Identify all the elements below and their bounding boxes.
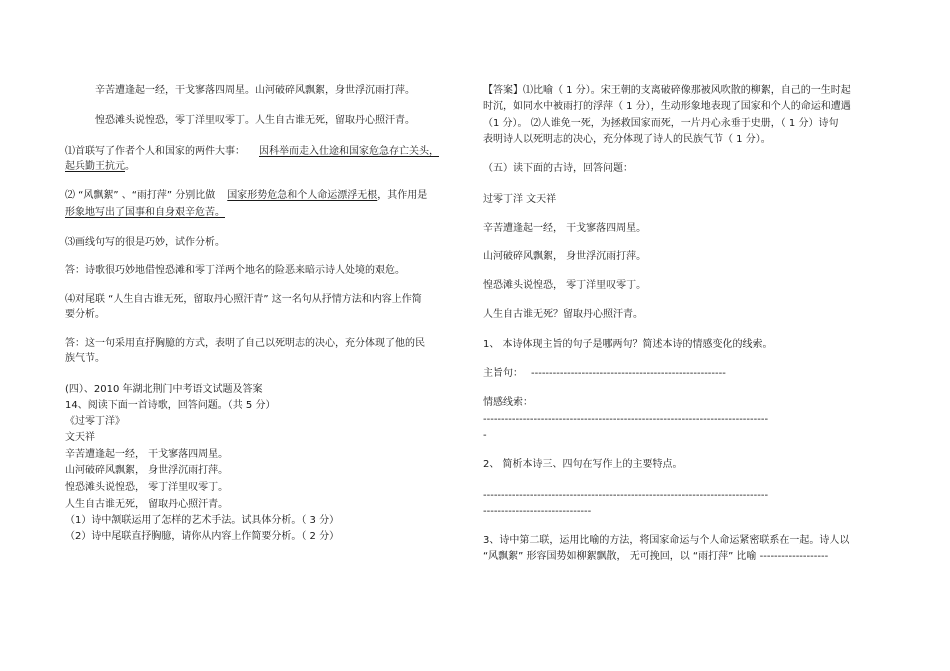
answer-underline: 起兵勤王抗元: [65, 161, 125, 172]
poem-title-author: 过零丁洋 文天祥: [483, 194, 557, 205]
question-1: 1、 本诗体现主旨的句子是哪两句？简述本诗的情感变化的线索。: [483, 339, 773, 350]
poem-line: 山河破碎风飘絮， 身世浮沉雨打萍。: [65, 465, 229, 476]
question-text: ⑵ “风飘絮” 、“雨打萍” 分别比做: [65, 190, 216, 201]
question-text: ⑴首联写了作者个人和国家的两件大事：: [65, 146, 245, 157]
question-4: ⑷对尾联 “人生自古谁无死，留取丹心照汗青” 这一名句从抒情方法和内容上作简: [65, 294, 422, 305]
answer-line: 时沉，如同水中被雨打的浮萍（ 1 分），生动形象地表现了国家和个人的命运和遭遇: [483, 101, 851, 112]
poem-line: 人生自古谁无死？留取丹心照汗青。: [483, 309, 643, 320]
poem-line: 惶恐滩头说惶恐， 零丁洋里叹零丁。: [483, 280, 647, 291]
question-2-cont: [65, 206, 225, 220]
answer-blank: -------------------------------------------------------------------------------: [483, 490, 769, 501]
poem-line: 山河破碎风飘絮， 身世浮沉雨打萍。: [483, 251, 647, 262]
answer-blank: -: [483, 430, 487, 441]
question-14: 14、阅读下面一首诗歌，回答问题。（共 5 分）: [65, 400, 276, 411]
question-3: 3、诗中第二联，运用比喻的方法，将国家命运与个人命运紧密联系在一起。诗人以: [483, 535, 850, 546]
question-2: 2、 简析本诗三、四句在写作上的主要特点。: [483, 459, 683, 470]
poem-title: 《过零丁洋》: [65, 416, 125, 427]
answer-underline: 形象地写出了国事和自身艰辛危苦。: [65, 207, 225, 218]
answer-underline: 国家形势危急和个人命运漂浮无根: [227, 190, 378, 201]
poem-line: 人生自古谁无死， 留取丹心照汗青。: [65, 499, 229, 510]
question-text: ，其作用是: [377, 190, 428, 201]
field-label: 主旨句：: [483, 368, 523, 379]
answer-line: （1 分）。 ⑵人谁免一死，为拯救国家而死，一片丹心永垂于史册，（ 1 分）诗句: [483, 118, 839, 129]
answer-blank: ------------------------------------------------------: [531, 368, 726, 379]
question-4-cont: 要分析。: [65, 309, 105, 320]
poem-line: 惶恐滩头说惶恐， 零丁洋里叹零丁。: [65, 482, 229, 493]
poem-line: 辛苦遭逢起一经， 干戈寥落四周星。: [65, 449, 229, 460]
field-label: 情感线索：: [483, 397, 533, 408]
answer-3: 答：诗歌很巧妙地借惶恐滩和零丁洋两个地名的险恶来暗示诗人处境的艰危。: [65, 265, 405, 276]
poem-line: 辛苦遭逢起一经， 干戈寥落四周星。: [483, 223, 647, 234]
sub-question-1: （1）诗中颔联运用了怎样的艺术手法。试具体分析。（ 3 分）: [65, 515, 340, 526]
question-1-cont: [65, 160, 135, 174]
answer-underline: 因科举而走入仕途和国家危急存亡关头，: [259, 146, 439, 157]
poem-line: 辛苦遭逢起一经，干戈寥落四周星。山河破碎风飘絮，身世浮沉雨打萍。: [95, 85, 415, 96]
section-title: (四）、2010 年湖北荆门中考语文试题及答案: [65, 384, 263, 395]
answer-line: 【答案】⑴比喻（ 1 分）。宋王朝的支离破碎像那被风吹散的柳絮，自己的一生时起: [483, 85, 851, 96]
section-title: （五）读下面的古诗，回答问题：: [483, 163, 633, 174]
poem-author: 文天祥: [65, 432, 95, 443]
answer-4-cont: 族气节。: [65, 353, 105, 364]
question-2: [65, 189, 427, 203]
answer-blank: ------------------------------: [483, 506, 592, 517]
question-text: 。: [125, 161, 135, 172]
sub-question-2: （2）诗中尾联直抒胸臆，请你从内容上作简要分析。（ 2 分）: [65, 531, 340, 542]
question-3-cont: “风飘絮” 形容国势如柳絮飘散， 无可挽回，以 “雨打萍” 比喻 -------------------: [483, 551, 829, 562]
answer-4: 答：这一句采用直抒胸臆的方式，表明了自己以死明志的决心，充分体现了他的民: [65, 338, 425, 349]
question-1: [65, 145, 439, 159]
poem-line: 惶恐滩头说惶恐，零丁洋里叹零丁。人生自古谁无死，留取丹心照汗青。: [95, 115, 415, 126]
question-3: ⑶画线句写的很是巧妙，试作分析。: [65, 237, 225, 248]
answer-blank: -------------------------------------------------------------------------------: [483, 414, 769, 425]
answer-line: 表明诗人以死明志的决心，充分体现了诗人的民族气节（ 1 分）。: [483, 134, 771, 145]
answer-field-zhuzhi: [483, 367, 726, 381]
